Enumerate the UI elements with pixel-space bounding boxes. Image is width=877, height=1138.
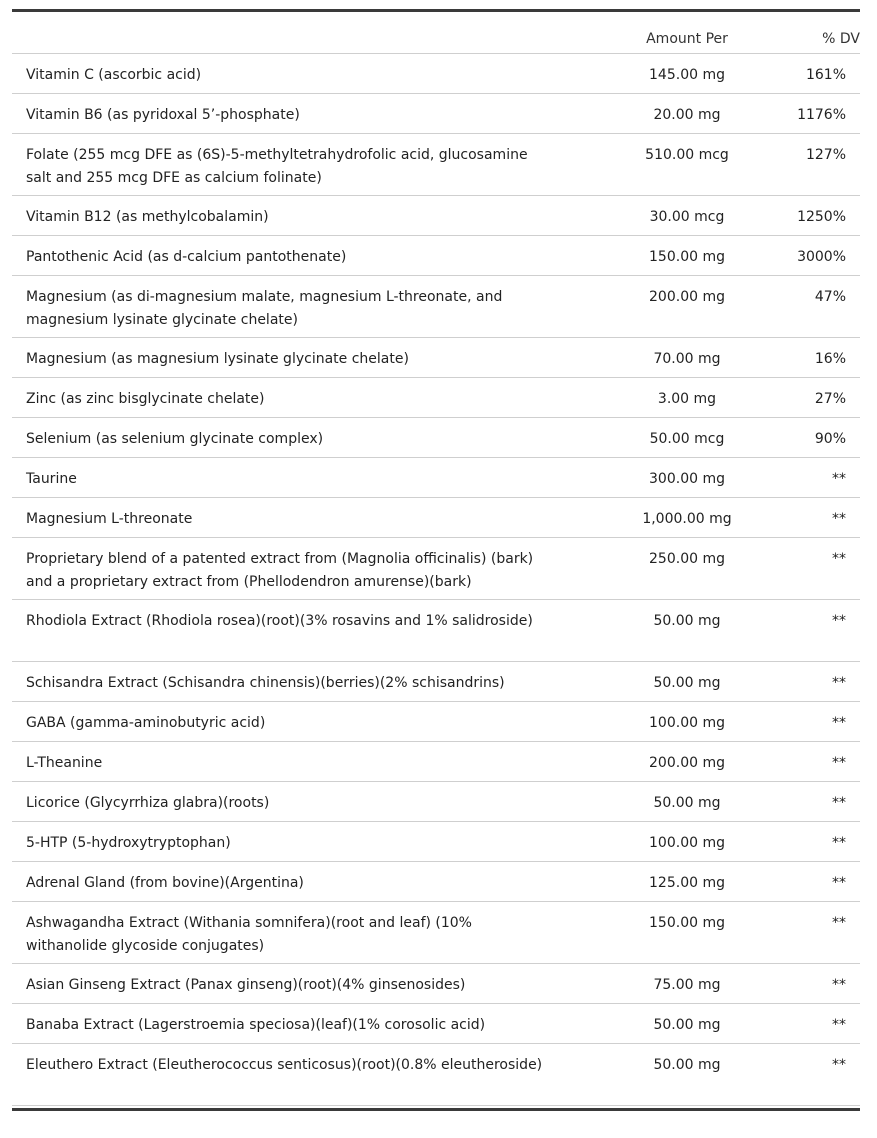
ingredient-amount: 50.00 mg [653, 795, 721, 811]
ingredient-amount: 510.00 mcg [645, 147, 729, 163]
table-row [12, 134, 860, 196]
ingredient-dv: ** [832, 675, 846, 691]
ingredient-dv: 127% [805, 147, 846, 163]
table-row [12, 600, 860, 662]
ingredient-dv: ** [832, 715, 846, 731]
ingredient-dv: ** [832, 1017, 846, 1033]
table-row [12, 276, 860, 338]
table-row [12, 1044, 860, 1106]
ingredient-amount: 250.00 mg [649, 551, 725, 567]
ingredient-name: Adrenal Gland (from bovine)(Argentina) [26, 875, 304, 891]
ingredient-name: Schisandra Extract (Schisandra chinensis)(berries)(2% schisandrins) [26, 675, 505, 691]
amount-per-header: Amount Per [646, 31, 728, 47]
ingredient-amount: 70.00 mg [653, 351, 721, 367]
ingredient-name: GABA (gamma-aminobutyric acid) [26, 715, 266, 731]
ingredient-name: Eleuthero Extract (Eleutherococcus senticosus)(root)(0.8% eleutheroside) [26, 1057, 543, 1073]
ingredient-amount: 200.00 mg [649, 755, 725, 771]
ingredient-amount: 150.00 mg [649, 915, 725, 931]
ingredient-dv: 47% [814, 289, 846, 305]
ingredient-amount: 200.00 mg [649, 289, 725, 305]
ingredient-name: Pantothenic Acid (as d-calcium pantothenate) [26, 249, 347, 265]
ingredient-dv: ** [832, 875, 846, 891]
ingredient-dv: ** [832, 977, 846, 993]
ingredient-amount: 125.00 mg [649, 875, 725, 891]
ingredient-amount: 3.00 mg [657, 391, 717, 407]
ingredient-list [12, 54, 860, 1106]
table-row [12, 236, 860, 276]
ingredient-name: L-Theanine [26, 755, 103, 771]
table-row [12, 538, 860, 600]
ingredient-name: Zinc (as zinc bisglycinate chelate) [26, 391, 265, 407]
table-row [12, 338, 860, 378]
ingredient-name: Taurine [26, 471, 77, 487]
ingredient-name: Magnesium L-threonate [26, 511, 193, 527]
ingredient-name: Magnesium (as di-magnesium malate, magnesium L-threonate, and magnesium lysinate glycinate chelate) [26, 289, 503, 328]
ingredient-amount: 145.00 mg [649, 67, 725, 83]
bottom-rule [12, 1108, 860, 1111]
ingredient-dv: ** [832, 613, 846, 629]
ingredient-dv: ** [832, 1057, 846, 1073]
ingredient-name: Asian Ginseng Extract (Panax ginseng)(root)(4% ginsenosides) [26, 977, 466, 993]
table-row [12, 1004, 860, 1044]
table-row [12, 742, 860, 782]
ingredient-name: 5-HTP (5-hydroxytryptophan) [26, 835, 231, 851]
ingredient-dv: 3000% [797, 249, 846, 265]
ingredient-name: Vitamin B6 (as pyridoxal 5’-phosphate) [26, 107, 300, 123]
table-row [12, 378, 860, 418]
ingredient-amount: 1,000.00 mg [642, 511, 732, 527]
table-row [12, 54, 860, 94]
ingredient-amount: 50.00 mcg [649, 431, 725, 447]
table-row [12, 902, 860, 964]
ingredient-amount: 30.00 mcg [649, 209, 725, 225]
ingredient-name: Vitamin B12 (as methylcobalamin) [26, 209, 269, 225]
ingredient-name: Selenium (as selenium glycinate complex) [26, 431, 324, 447]
table-row [12, 862, 860, 902]
ingredient-name: Licorice (Glycyrrhiza glabra)(roots) [26, 795, 270, 811]
table-row [12, 822, 860, 862]
ingredient-amount: 100.00 mg [649, 715, 725, 731]
ingredient-amount: 50.00 mg [653, 1057, 721, 1073]
ingredient-name: Vitamin C (ascorbic acid) [26, 67, 202, 83]
ingredient-amount: 100.00 mg [649, 835, 725, 851]
ingredient-amount: 50.00 mg [653, 675, 721, 691]
table-row [12, 458, 860, 498]
dv-header: % DV [822, 31, 860, 47]
ingredient-dv: 16% [814, 351, 846, 367]
ingredient-dv: 27% [814, 391, 846, 407]
table-row [12, 94, 860, 134]
table-header [12, 12, 860, 54]
ingredient-name: Folate (255 mcg DFE as (6S)-5-methyltetrahydrofolic acid, glucosamine salt and 255 mcg DFE as calcium folinate) [26, 147, 528, 186]
ingredient-dv: ** [832, 915, 846, 931]
ingredient-amount: 50.00 mg [653, 613, 721, 629]
ingredient-amount: 150.00 mg [649, 249, 725, 265]
ingredient-name: Magnesium (as magnesium lysinate glycinate chelate) [26, 351, 409, 367]
ingredient-dv: ** [832, 471, 846, 487]
ingredient-name: Banaba Extract (Lagerstroemia speciosa)(leaf)(1% corosolic acid) [26, 1017, 486, 1033]
ingredient-amount: 300.00 mg [649, 471, 725, 487]
ingredient-name: Ashwagandha Extract (Withania somnifera)(root and leaf) (10% withanolide glycoside conjugates) [26, 915, 472, 954]
table-row [12, 702, 860, 742]
ingredient-dv: 90% [814, 431, 846, 447]
ingredient-dv: ** [832, 835, 846, 851]
ingredient-amount: 20.00 mg [653, 107, 721, 123]
table-row [12, 964, 860, 1004]
table-row [12, 782, 860, 822]
supplement-facts-table [12, 9, 860, 1106]
ingredient-dv: ** [832, 755, 846, 771]
ingredient-dv: 161% [805, 67, 846, 83]
ingredient-amount: 75.00 mg [653, 977, 721, 993]
ingredient-amount: 50.00 mg [653, 1017, 721, 1033]
table-row [12, 498, 860, 538]
ingredient-dv: 1250% [797, 209, 846, 225]
table-row [12, 662, 860, 702]
ingredient-name: Proprietary blend of a patented extract from (Magnolia officinalis) (bark) and a proprietary extract from (Phellodendron amurense)(bark) [26, 551, 534, 590]
table-row [12, 418, 860, 458]
ingredient-name: Rhodiola Extract (Rhodiola rosea)(root)(3% rosavins and 1% salidroside) [26, 613, 533, 629]
ingredient-dv: 1176% [797, 107, 846, 123]
ingredient-dv: ** [832, 795, 846, 811]
table-row [12, 196, 860, 236]
ingredient-dv: ** [832, 511, 846, 527]
ingredient-dv: ** [832, 551, 846, 567]
